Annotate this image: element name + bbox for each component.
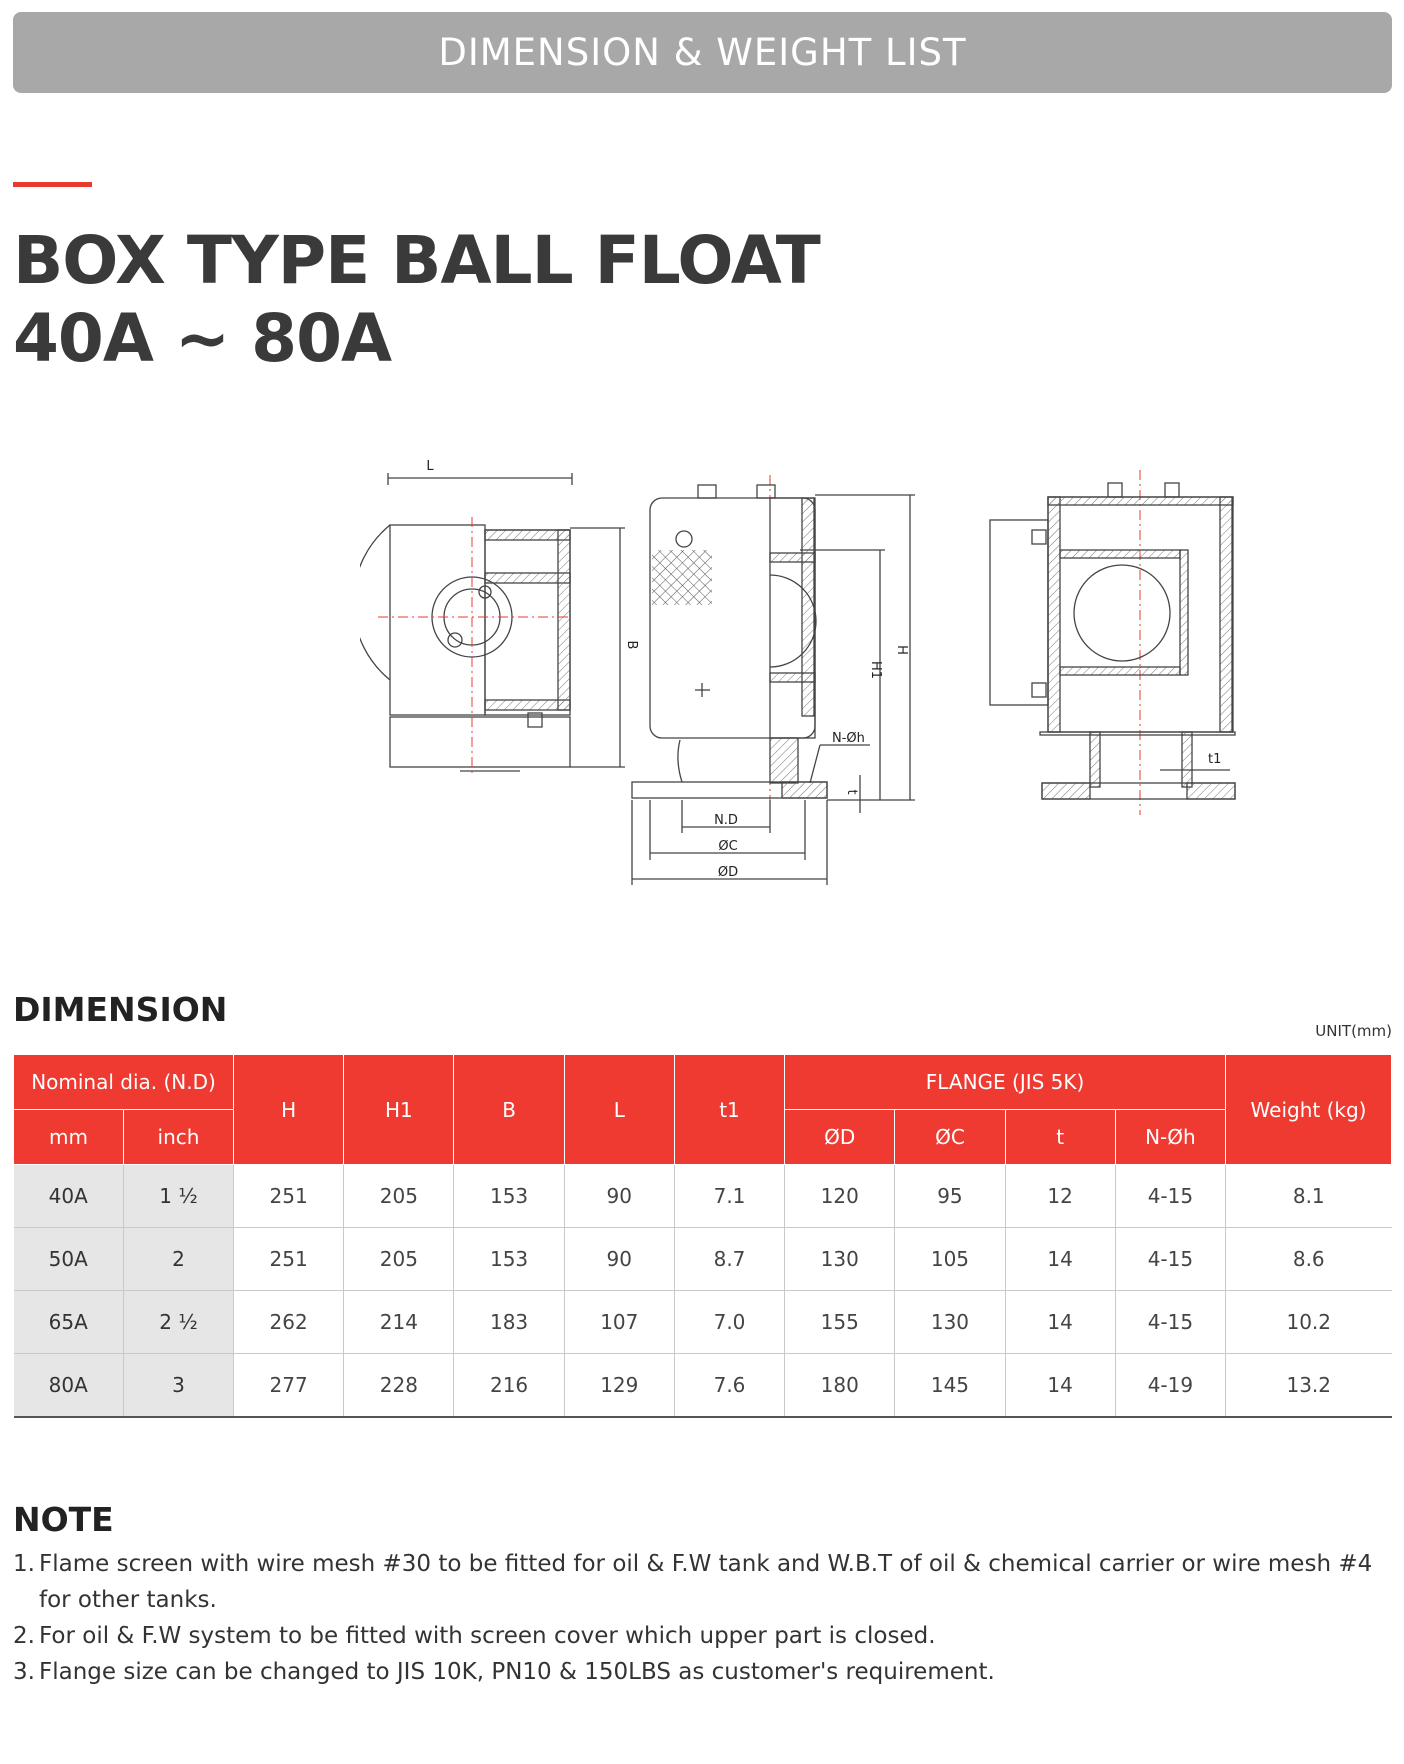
cell-mm: 50A [14, 1228, 124, 1291]
header-flange: FLANGE (JIS 5K) [785, 1055, 1226, 1110]
cell-H1: 205 [344, 1165, 454, 1228]
label-N-Oh: N-Øh [832, 731, 865, 746]
technical-drawing [360, 455, 1404, 945]
dimension-table [13, 1054, 1392, 1418]
cell-N-Oh: 4-15 [1115, 1291, 1225, 1354]
cell-inch: 2 [124, 1228, 234, 1291]
header-weight: Weight (kg) [1226, 1055, 1392, 1165]
cell-OD: 155 [785, 1291, 895, 1354]
list-item [13, 1654, 1388, 1690]
cell-OC: 105 [895, 1228, 1005, 1291]
side-view [990, 483, 1235, 799]
cell-H: 251 [234, 1165, 344, 1228]
label-B: B [624, 640, 639, 650]
cell-N-Oh: 4-19 [1115, 1354, 1225, 1418]
note-list [13, 1546, 1388, 1690]
header-nominal: Nominal dia. (N.D) [14, 1055, 234, 1110]
dimension-heading: DIMENSION [13, 990, 228, 1029]
cell-H: 262 [234, 1291, 344, 1354]
cell-OC: 130 [895, 1291, 1005, 1354]
cell-B: 216 [454, 1354, 564, 1418]
label-OD: ØD [717, 865, 739, 880]
cell-OD: 130 [785, 1228, 895, 1291]
cell-t1: 8.7 [674, 1228, 784, 1291]
cell-inch: 1 ½ [124, 1165, 234, 1228]
note-text: Flame screen with wire mesh #30 to be fitted for oil & F.W tank and W.B.T of oil & chemical carrier or wire mesh #4 for other tanks. [39, 1551, 1373, 1613]
cell-L: 90 [564, 1165, 674, 1228]
header-mm: mm [14, 1110, 124, 1165]
table-row [14, 1228, 1392, 1291]
cell-B: 153 [454, 1165, 564, 1228]
list-item [13, 1546, 1388, 1618]
product-title-line1: BOX TYPE BALL FLOAT [13, 222, 820, 299]
table-row [14, 1354, 1392, 1418]
cell-OC: 145 [895, 1354, 1005, 1418]
cell-weight: 10.2 [1226, 1291, 1392, 1354]
label-H1: H1 [868, 660, 883, 680]
cell-mm: 40A [14, 1165, 124, 1228]
front-view [632, 485, 915, 885]
cell-L: 90 [564, 1228, 674, 1291]
cell-mm: 80A [14, 1354, 124, 1418]
cell-H: 277 [234, 1354, 344, 1418]
cell-weight: 8.6 [1226, 1228, 1392, 1291]
cell-H1: 228 [344, 1354, 454, 1418]
unit-label: UNIT(mm) [1315, 1022, 1392, 1040]
label-t: t [844, 789, 859, 795]
top-view [360, 473, 625, 771]
cell-t: 14 [1005, 1291, 1115, 1354]
cell-t1: 7.1 [674, 1165, 784, 1228]
cell-B: 153 [454, 1228, 564, 1291]
cell-H: 251 [234, 1228, 344, 1291]
list-item [13, 1618, 1388, 1654]
product-title-line2: 40A ~ 80A [13, 300, 392, 377]
cell-t: 12 [1005, 1165, 1115, 1228]
cell-N-Oh: 4-15 [1115, 1228, 1225, 1291]
cell-OC: 95 [895, 1165, 1005, 1228]
header-L: L [564, 1055, 674, 1165]
cell-OD: 180 [785, 1354, 895, 1418]
cell-L: 129 [564, 1354, 674, 1418]
table-row [14, 1165, 1392, 1228]
label-t1: t1 [1208, 752, 1222, 767]
cell-L: 107 [564, 1291, 674, 1354]
table-row [14, 1291, 1392, 1354]
cell-OD: 120 [785, 1165, 895, 1228]
header-inch: inch [124, 1110, 234, 1165]
label-H: H [894, 645, 909, 655]
header-H: H [234, 1055, 344, 1165]
cell-weight: 13.2 [1226, 1354, 1392, 1418]
note-number: 3. [13, 1659, 35, 1685]
cell-t1: 7.0 [674, 1291, 784, 1354]
note-number: 2. [13, 1623, 35, 1649]
banner-title: DIMENSION & WEIGHT LIST [438, 31, 967, 74]
cell-t1: 7.6 [674, 1354, 784, 1418]
cell-t: 14 [1005, 1354, 1115, 1418]
header-banner [13, 12, 1392, 93]
note-heading: NOTE [13, 1500, 114, 1539]
header-t1: t1 [674, 1055, 784, 1165]
header-OC: ØC [895, 1110, 1005, 1165]
cell-weight: 8.1 [1226, 1165, 1392, 1228]
cell-N-Oh: 4-15 [1115, 1165, 1225, 1228]
label-OC: ØC [718, 839, 738, 854]
header-B: B [454, 1055, 564, 1165]
note-text: For oil & F.W system to be fitted with screen cover which upper part is closed. [39, 1623, 936, 1649]
note-text: Flange size can be changed to JIS 10K, PN10 & 150LBS as customer's requirement. [39, 1659, 995, 1685]
header-t: t [1005, 1110, 1115, 1165]
cell-H1: 214 [344, 1291, 454, 1354]
header-H1: H1 [344, 1055, 454, 1165]
product-title [13, 222, 820, 378]
cell-H1: 205 [344, 1228, 454, 1291]
header-N-Oh: N-Øh [1115, 1110, 1225, 1165]
table-header-row [14, 1055, 1392, 1110]
cell-B: 183 [454, 1291, 564, 1354]
header-OD: ØD [785, 1110, 895, 1165]
cell-inch: 3 [124, 1354, 234, 1418]
note-number: 1. [13, 1551, 35, 1577]
cell-mm: 65A [14, 1291, 124, 1354]
label-L: L [426, 459, 434, 474]
accent-bar [13, 182, 92, 187]
cell-t: 14 [1005, 1228, 1115, 1291]
cell-inch: 2 ½ [124, 1291, 234, 1354]
label-ND: N.D [714, 813, 738, 828]
